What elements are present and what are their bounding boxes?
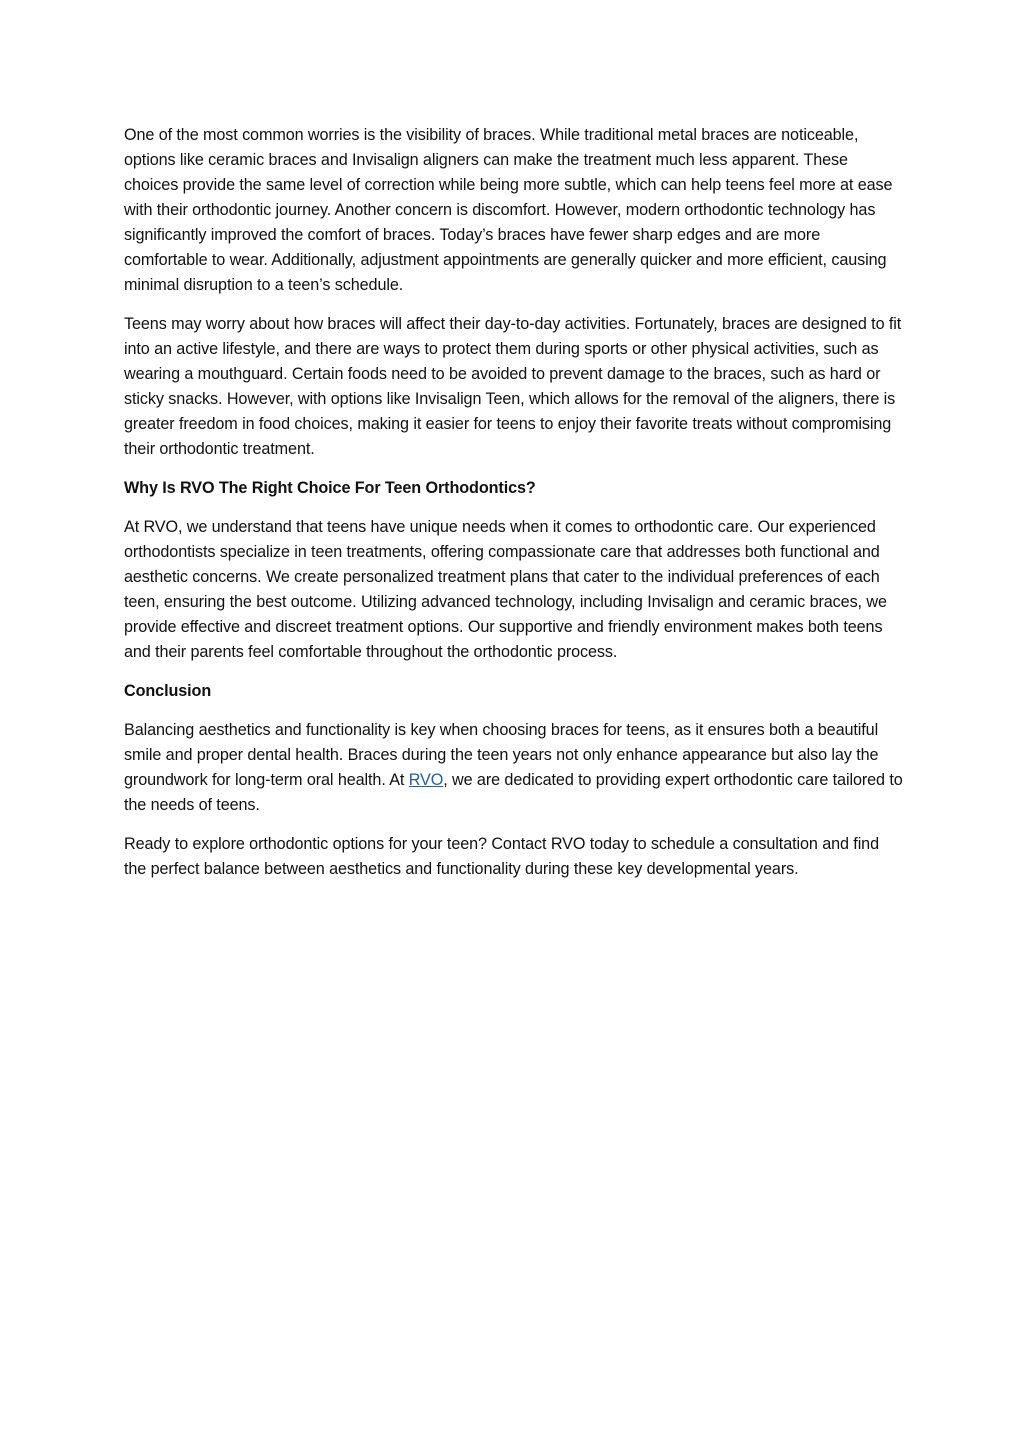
heading-why-rvo: Why Is RVO The Right Choice For Teen Orthodontics? bbox=[124, 479, 536, 497]
paragraph-conclusion bbox=[124, 718, 904, 818]
paragraph-visibility-concerns: One of the most common worries is the visibility of braces. While traditional metal braces are noticeable, options like ceramic braces and Invisalign aligners can make the treatment much less apparent. These choices provide the same level of correction while being more subtle, which can help teens feel more at ease with their orthodontic journey. Another concern is discomfort. However, modern orthodontic technology has significantly improved the comfort of braces. Today’s braces have fewer sharp edges and are more comfortable to wear. Additionally, adjustment appointments are generally quicker and more efficient, causing minimal disruption to a teen’s schedule. bbox=[124, 126, 893, 294]
paragraph-daily-activities: Teens may worry about how braces will affect their day-to-day activities. Fortunately, braces are designed to fit into an active lifestyle, and there are ways to protect them during sports or other physical activities, such as wearing a mouthguard. Certain foods need to be avoided to prevent damage to the braces, such as hard or sticky snacks. However, with options like Invisalign Teen, which allows for the removal of the aligners, there is greater freedom in food choices, making it easier for teens to enjoy their favorite treats without compromising their orthodontic treatment. bbox=[124, 315, 902, 458]
rvo-link[interactable]: RVO bbox=[408, 771, 444, 789]
document-body bbox=[124, 123, 904, 896]
conclusion-text-before-link: Balancing aesthetics and functionality is key when choosing braces for teens, as it ensures both a beautiful smile and proper dental health. Braces during the teen years not only enhance appearance but also lay the groundwork for long-term oral health. At bbox=[124, 721, 879, 789]
paragraph-rvo-care: At RVO, we understand that teens have unique needs when it comes to orthodontic care. Our experienced orthodontists specialize in teen treatments, offering compassionate care that addresses both functional and aesthetic concerns. We create personalized treatment plans that cater to the individual preferences of each teen, ensuring the best outcome. Utilizing advanced technology, including Invisalign and ceramic braces, we provide effective and discreet treatment options. Our supportive and friendly environment makes both teens and their parents feel comfortable throughout the orthodontic process. bbox=[124, 518, 887, 661]
paragraph-call-to-action: Ready to explore orthodontic options for your teen? Contact RVO today to schedule a consultation and find the perfect balance between aesthetics and functionality during these key developmental years. bbox=[124, 835, 879, 878]
conclusion-text-after-link: , we are dedicated to providing expert orthodontic care tailored to the needs of teens. bbox=[124, 771, 903, 814]
heading-conclusion: Conclusion bbox=[124, 682, 212, 700]
